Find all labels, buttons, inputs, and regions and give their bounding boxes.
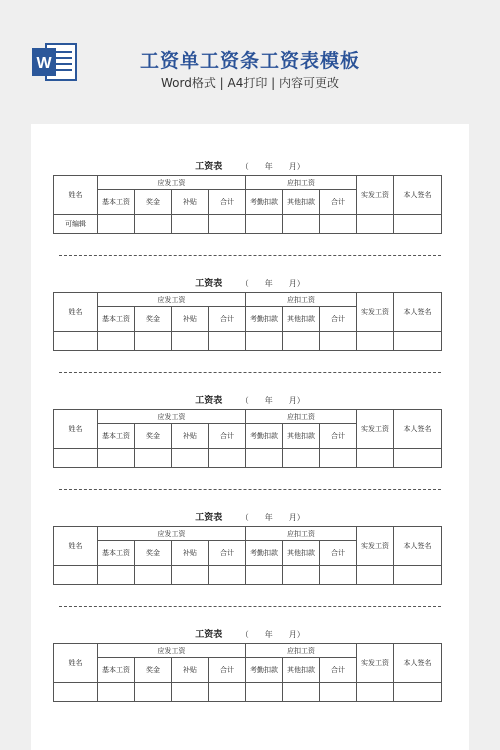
form-title: 工资表 — [195, 396, 223, 406]
form-title-line: 工资表 （ 年 月） — [195, 396, 305, 406]
cell-base-salary[interactable] — [98, 449, 135, 468]
header-other-deduction: 其他扣款 — [283, 541, 320, 566]
form-title: 工资表 — [195, 513, 223, 523]
cell-signature[interactable] — [394, 566, 442, 585]
form-year: 年 — [264, 162, 273, 171]
editable-note[interactable] — [54, 449, 98, 468]
header-deduction-total: 合计 — [320, 424, 357, 449]
cell-base-salary[interactable] — [98, 683, 135, 702]
table-row — [54, 683, 442, 702]
cell-bonus[interactable] — [135, 215, 172, 234]
salary-table — [53, 643, 442, 702]
form-title: 工资表 — [195, 279, 223, 289]
salary-table — [53, 292, 442, 351]
cut-line — [59, 489, 441, 490]
form-year: 年 — [264, 279, 273, 288]
table-row — [54, 449, 442, 468]
form-month: 月 — [288, 162, 297, 171]
header-other-deduction: 其他扣款 — [283, 658, 320, 683]
editable-note[interactable]: 可编辑 — [54, 215, 98, 234]
header-other-deduction: 其他扣款 — [283, 307, 320, 332]
form-title-line: 工资表 （ 年 月） — [195, 630, 305, 640]
cell-deduction-total[interactable] — [320, 449, 357, 468]
cell-bonus[interactable] — [135, 683, 172, 702]
header-gross-total: 合计 — [209, 424, 246, 449]
header-attendance-deduction: 考勤扣款 — [246, 541, 283, 566]
form-title: 工资表 — [195, 630, 223, 640]
editable-note[interactable] — [54, 683, 98, 702]
header-net: 实发工资 — [357, 644, 394, 683]
header-net: 实发工资 — [357, 293, 394, 332]
header-attendance-deduction: 考勤扣款 — [246, 190, 283, 215]
form-title: 工资表 — [195, 162, 223, 172]
cell-net[interactable] — [357, 449, 394, 468]
cell-allowance[interactable] — [172, 332, 209, 351]
header-net: 实发工资 — [357, 527, 394, 566]
salary-form — [31, 627, 469, 737]
header-other-deduction: 其他扣款 — [283, 424, 320, 449]
cell-gross-total[interactable] — [209, 566, 246, 585]
header-net: 实发工资 — [357, 176, 394, 215]
cell-net[interactable] — [357, 215, 394, 234]
editable-note[interactable] — [54, 566, 98, 585]
cell-other-deduction[interactable] — [283, 449, 320, 468]
header-deduction-group: 应扣工资 — [246, 644, 357, 658]
cell-deduction-total[interactable] — [320, 566, 357, 585]
form-month: 月 — [288, 396, 297, 405]
header-gross-total: 合计 — [209, 658, 246, 683]
header-name: 姓名 — [54, 176, 98, 215]
header-base-salary: 基本工资 — [98, 424, 135, 449]
header-signature: 本人签名 — [394, 293, 442, 332]
cell-signature[interactable] — [394, 683, 442, 702]
header-gross-group: 应发工资 — [98, 644, 246, 658]
header-deduction-group: 应扣工资 — [246, 176, 357, 190]
header-signature: 本人签名 — [394, 527, 442, 566]
cell-net[interactable] — [357, 683, 394, 702]
cell-attendance-deduction[interactable] — [246, 683, 283, 702]
cell-deduction-total[interactable] — [320, 215, 357, 234]
cell-allowance[interactable] — [172, 449, 209, 468]
header-deduction-group: 应扣工资 — [246, 410, 357, 424]
cell-gross-total[interactable] — [209, 332, 246, 351]
cell-signature[interactable] — [394, 332, 442, 351]
header-deduction-total: 合计 — [320, 307, 357, 332]
cut-line — [59, 255, 441, 256]
header-deduction-total: 合计 — [320, 541, 357, 566]
header-gross-group: 应发工资 — [98, 293, 246, 307]
cell-net[interactable] — [357, 332, 394, 351]
header-bonus: 奖金 — [135, 190, 172, 215]
cell-gross-total[interactable] — [209, 683, 246, 702]
form-title-line: 工资表 （ 年 月） — [195, 513, 305, 523]
header-bonus: 奖金 — [135, 307, 172, 332]
cut-line — [59, 372, 441, 373]
cell-other-deduction[interactable] — [283, 332, 320, 351]
salary-table — [53, 175, 442, 234]
header-base-salary: 基本工资 — [98, 190, 135, 215]
header-allowance: 补贴 — [172, 424, 209, 449]
form-year: 年 — [264, 630, 273, 639]
cell-attendance-deduction[interactable] — [246, 332, 283, 351]
salary-form — [31, 510, 469, 620]
form-title-line: 工资表 （ 年 月） — [195, 162, 305, 172]
header-base-salary: 基本工资 — [98, 541, 135, 566]
header-deduction-total: 合计 — [320, 190, 357, 215]
table-row — [54, 566, 442, 585]
header-allowance: 补贴 — [172, 190, 209, 215]
header-attendance-deduction: 考勤扣款 — [246, 658, 283, 683]
header-attendance-deduction: 考勤扣款 — [246, 424, 283, 449]
page-subtitle: Word格式 | A4打印 | 内容可更改 — [160, 76, 340, 90]
header-base-salary: 基本工资 — [98, 307, 135, 332]
header-deduction-total: 合计 — [320, 658, 357, 683]
header-signature: 本人签名 — [394, 176, 442, 215]
page-header — [0, 0, 500, 118]
cell-attendance-deduction[interactable] — [246, 449, 283, 468]
header-deduction-group: 应扣工资 — [246, 293, 357, 307]
cell-attendance-deduction[interactable] — [246, 215, 283, 234]
header-name: 姓名 — [54, 293, 98, 332]
cell-bonus[interactable] — [135, 449, 172, 468]
form-month: 月 — [288, 630, 297, 639]
header-deduction-group: 应扣工资 — [246, 527, 357, 541]
header-gross-total: 合计 — [209, 541, 246, 566]
salary-form — [31, 276, 469, 386]
cell-bonus[interactable] — [135, 332, 172, 351]
cell-base-salary[interactable] — [98, 215, 135, 234]
cell-allowance[interactable] — [172, 215, 209, 234]
header-gross-total: 合计 — [209, 190, 246, 215]
header-bonus: 奖金 — [135, 424, 172, 449]
header-allowance: 补贴 — [172, 658, 209, 683]
svg-text:W: W — [36, 55, 52, 72]
salary-table — [53, 409, 442, 468]
salary-form — [31, 393, 469, 503]
form-month: 月 — [288, 513, 297, 522]
cell-signature[interactable] — [394, 449, 442, 468]
form-year: 年 — [264, 513, 273, 522]
form-year: 年 — [264, 396, 273, 405]
editable-note[interactable] — [54, 332, 98, 351]
salary-table — [53, 526, 442, 585]
header-bonus: 奖金 — [135, 658, 172, 683]
table-row — [54, 215, 442, 234]
header-gross-group: 应发工资 — [98, 527, 246, 541]
cell-base-salary[interactable] — [98, 332, 135, 351]
form-month: 月 — [288, 279, 297, 288]
header-signature: 本人签名 — [394, 410, 442, 449]
cell-deduction-total[interactable] — [320, 332, 357, 351]
cell-deduction-total[interactable] — [320, 683, 357, 702]
cut-line — [59, 606, 441, 607]
cell-attendance-deduction[interactable] — [246, 566, 283, 585]
header-allowance: 补贴 — [172, 541, 209, 566]
cell-base-salary[interactable] — [98, 566, 135, 585]
cell-bonus[interactable] — [135, 566, 172, 585]
cell-other-deduction[interactable] — [283, 683, 320, 702]
salary-form — [31, 159, 469, 269]
cell-allowance[interactable] — [172, 683, 209, 702]
cell-other-deduction[interactable] — [283, 566, 320, 585]
header-bonus: 奖金 — [135, 541, 172, 566]
header-name: 姓名 — [54, 410, 98, 449]
cell-signature[interactable] — [394, 215, 442, 234]
table-row — [54, 332, 442, 351]
cell-other-deduction[interactable] — [283, 215, 320, 234]
form-title-line: 工资表 （ 年 月） — [195, 279, 305, 289]
cell-allowance[interactable] — [172, 566, 209, 585]
cell-gross-total[interactable] — [209, 449, 246, 468]
header-gross-group: 应发工资 — [98, 410, 246, 424]
header-attendance-deduction: 考勤扣款 — [246, 307, 283, 332]
header-gross-group: 应发工资 — [98, 176, 246, 190]
document-page — [31, 124, 469, 750]
header-net: 实发工资 — [357, 410, 394, 449]
header-gross-total: 合计 — [209, 307, 246, 332]
header-base-salary: 基本工资 — [98, 658, 135, 683]
cell-gross-total[interactable] — [209, 215, 246, 234]
header-name: 姓名 — [54, 644, 98, 683]
cell-net[interactable] — [357, 566, 394, 585]
header-other-deduction: 其他扣款 — [283, 190, 320, 215]
header-name: 姓名 — [54, 527, 98, 566]
header-allowance: 补贴 — [172, 307, 209, 332]
page-title: 工资单工资条工资表模板 — [139, 50, 360, 72]
header-signature: 本人签名 — [394, 644, 442, 683]
